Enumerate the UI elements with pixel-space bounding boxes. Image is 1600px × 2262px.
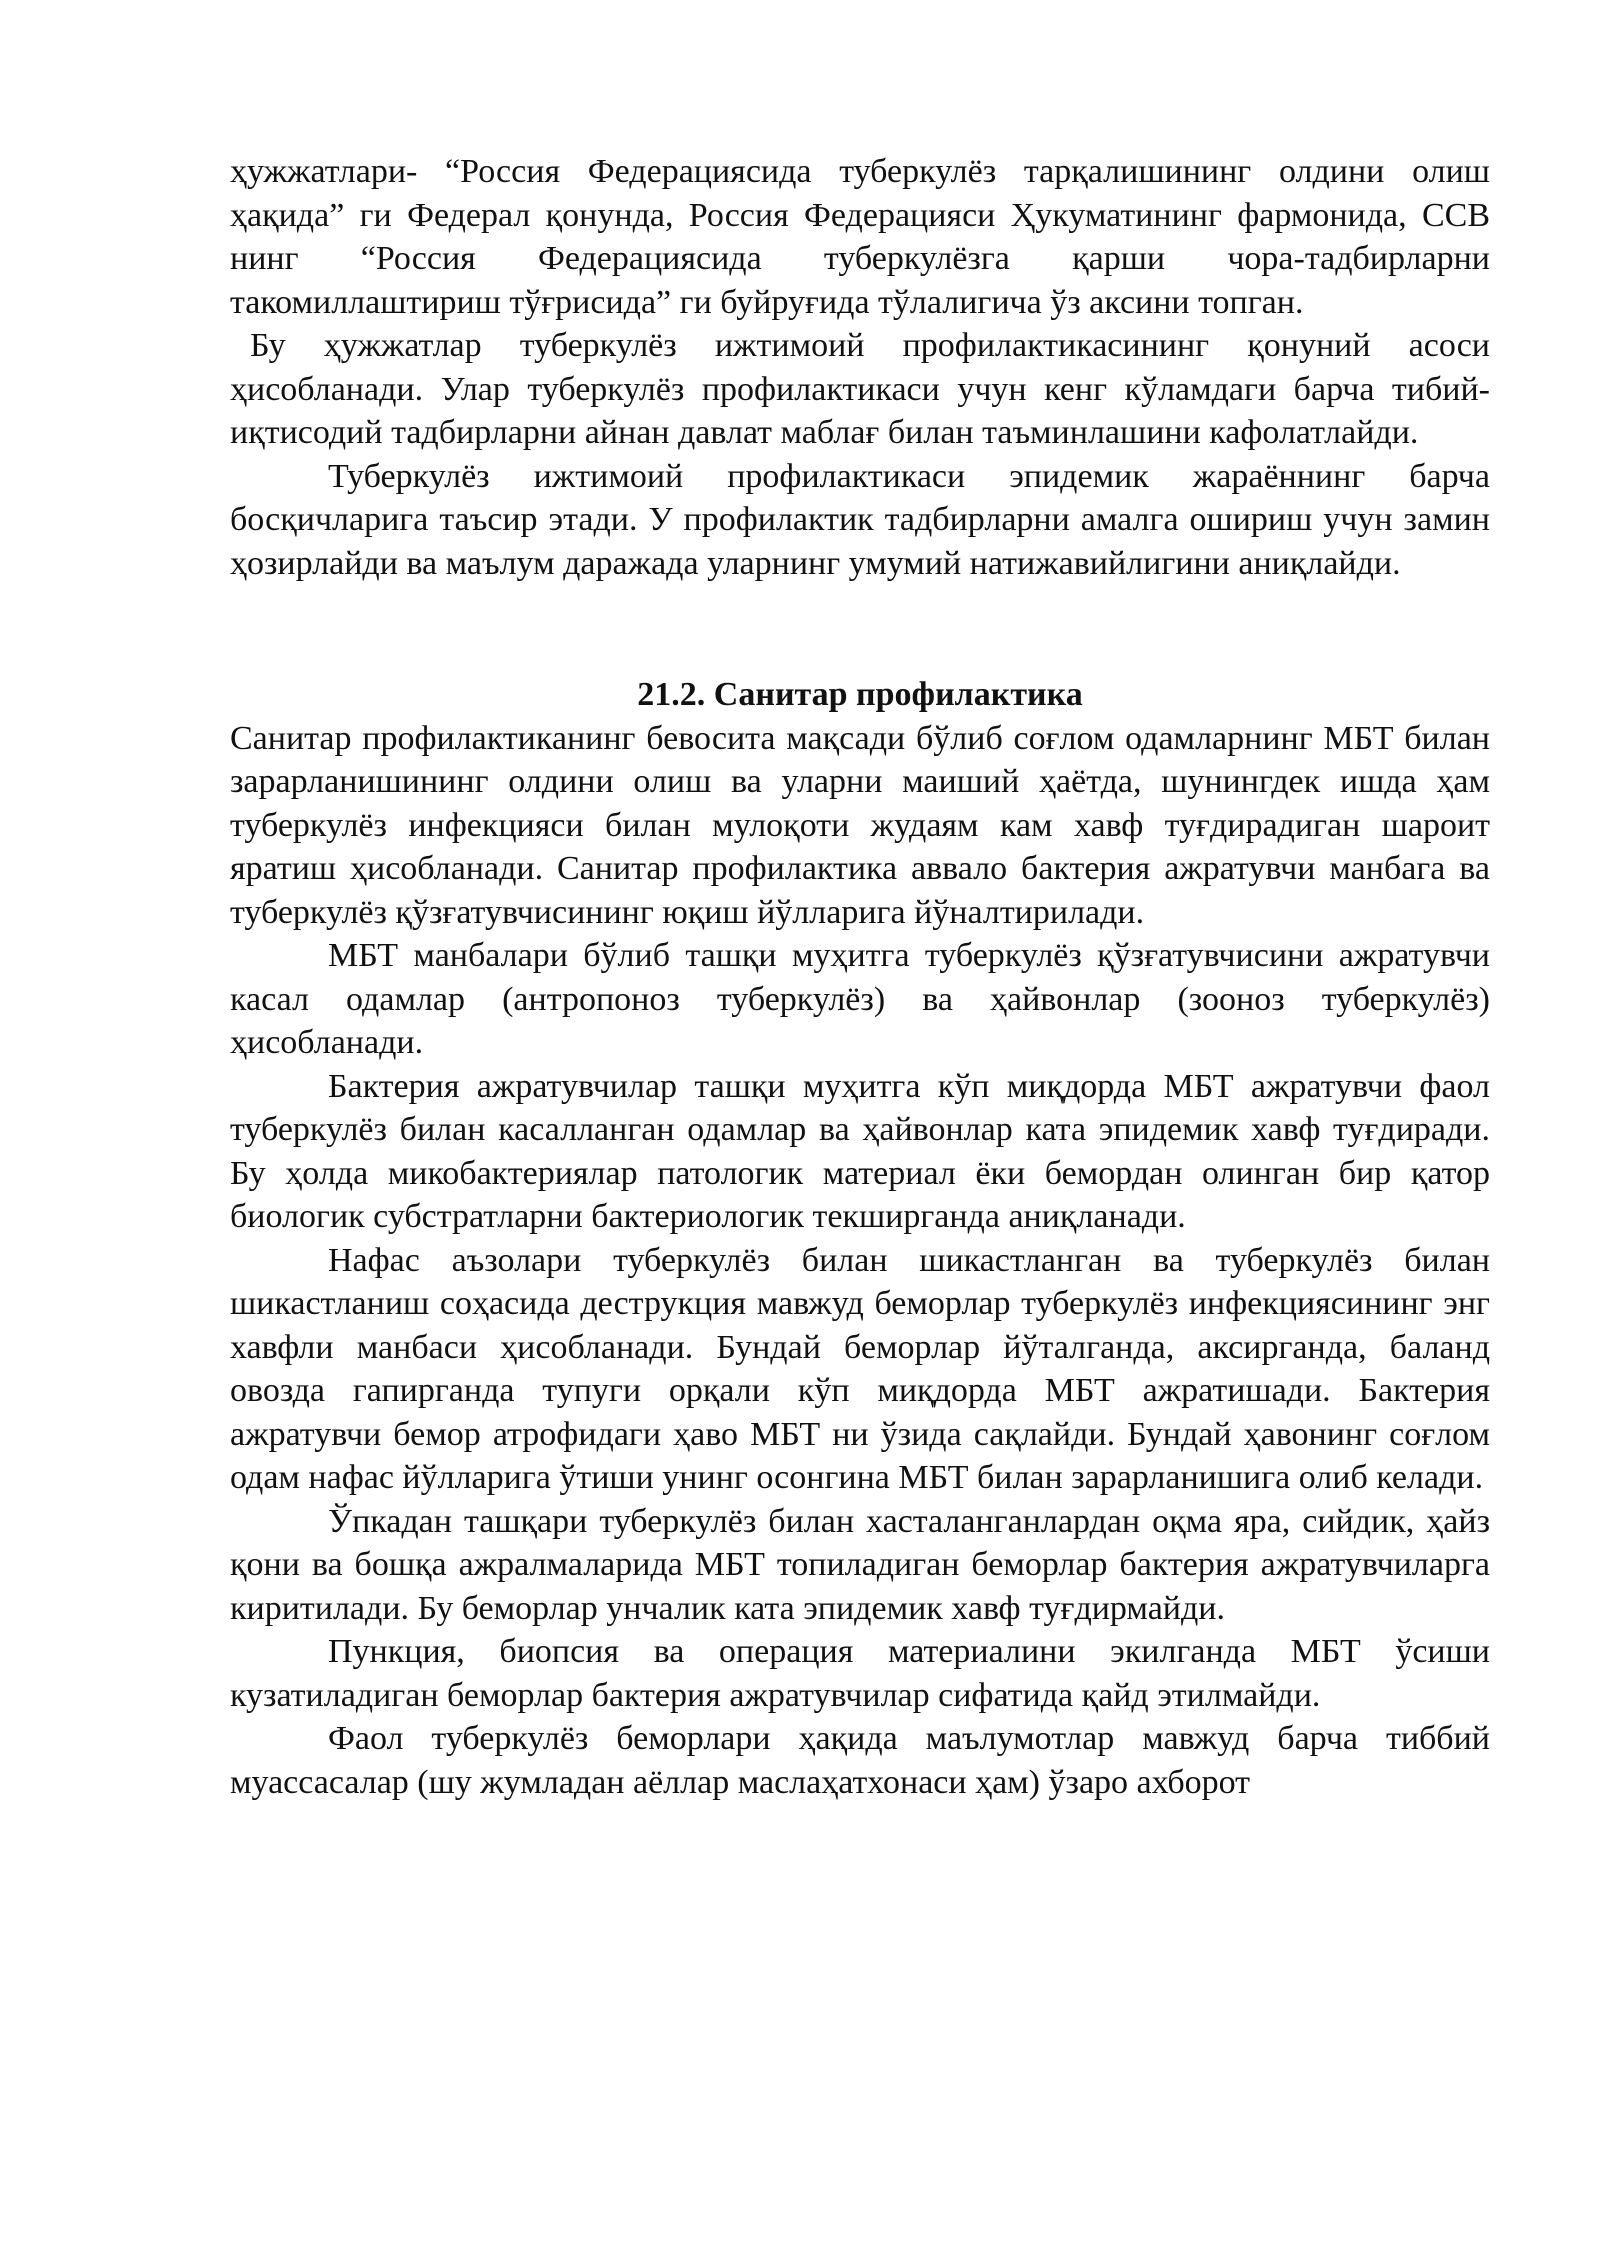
paragraph-respiratory-tb: Нафас аъзолари туберкулёз билан шикастланган ва туберкулёз билан шикастланиш соҳасида деструкция мавжуд беморлар туберкулёз инфекциясининг энг хавфли манбаси ҳисобланади. Бундай беморлар йўталганда, аксирганда, баланд овозда гапирганда тупуги орқали кўп миқдорда МБТ ажратишади. Бактерия ажратувчи бемор атрофидаги ҳаво МБТ ни ўзида сақлайди. Бундай ҳавонинг соғлом одам нафас йўлларига ўтиши унинг осонгина МБТ билан зарарланишига олиб келади. [230,1241,1490,1496]
paragraph-puncture-biopsy: Пункция, биопсия ва операция материалини экилганда МБТ ўсиши кузатиладиган беморлар бактерия ажратувчилар сифатида қайд этилмайди. [230,1633,1490,1714]
paragraph-social-prophylaxis: Туберкулёз ижтимоий профилактикаси эпидемик жараённинг барча босқичларига таъсир этади. У профилактик тадбирларни амалга ошириш учун замин ҳозирлайди ва маълум даражада уларнинг умумий натижавийлигини аниқлайди. [230,457,1490,582]
document-page [230,150,1490,1804]
section-heading: 21.2. Санитар профилактика [637,676,1083,713]
paragraph-extrapulmonary-tb: Ўпкадан ташқари туберкулёз билан хасталанганлардан оқма яра, сийдик, ҳайз қони ва бошқа ажралмаларида МБТ топиладиган беморлар бактерия ажратувчиларга киритилади. Бу беморлар унчалик ката эпидемик хавф туғдирмайди. [230,1502,1490,1627]
paragraph-bacteria-excretors: Бактерия ажратувчилар ташқи муҳитга кўп миқдорда МБТ ажратувчи фаол туберкулёз билан касалланган одамлар ва ҳайвонлар ката эпидемик хавф туғдиради. Бу ҳолда микобактериялар патологик материал ёки бемордан олинган бир қатор биологик субстратларни бактериологик текширганда аниқланади. [230,1067,1490,1235]
paragraph-medical-institutions: Фаол туберкулёз беморлари ҳақида маълумотлар мавжуд барча тиббий муассасалар (шу жумладан аёллар маслаҳатхонаси ҳам) ўзаро ахборот [230,1720,1490,1801]
paragraph-legal-documents: ҳужжатлари- “Россия Федерациясида туберкулёз тарқалишининг олдини олиш ҳақида” ги Федерал қонунда, Россия Федерацияси Ҳукуматининг фармонида, ССВ нинг “Россия Федерациясида туберкулёзга қарши чора-тадбирларни такомиллаштириш тўғрисида” ги буйруғида тўлалигича ўз аксини топган. [230,153,1490,321]
section-spacer [230,585,1490,673]
paragraph-sanitary-goal: Санитар профилактиканинг бевосита мақсади бўлиб соғлом одамларнинг МБТ билан зарарланишининг олдини олиш ва уларни маиший ҳаётда, шунингдек ишда ҳам туберкулёз инфекцияси билан мулоқоти жудаям кам хавф туғдирадиган шароит яратиш ҳисобланади. Санитар профилактика аввало бактерия ажратувчи манбага ва туберкулёз қўзғатувчисининг юқиш йўлларига йўналтирилади. [230,719,1490,931]
paragraph-legal-basis: Бу ҳужжатлар туберкулёз ижтимоий профилактикасининг қонуний асоси ҳисобланади. Улар туберкулёз профилактикаси учун кенг кўламдаги барча тибий-иқтисодий тадбирларни айнан давлат маблағ билан таъминлашини кафолатлайди. [230,327,1490,451]
paragraph-mbt-sources: МБТ манбалари бўлиб ташқи муҳитга туберкулёз қўзғатувчисини ажратувчи касал одамлар (антропоноз туберкулёз) ва ҳайвонлар (зооноз туберкулёз) ҳисобланади. [230,937,1490,1061]
